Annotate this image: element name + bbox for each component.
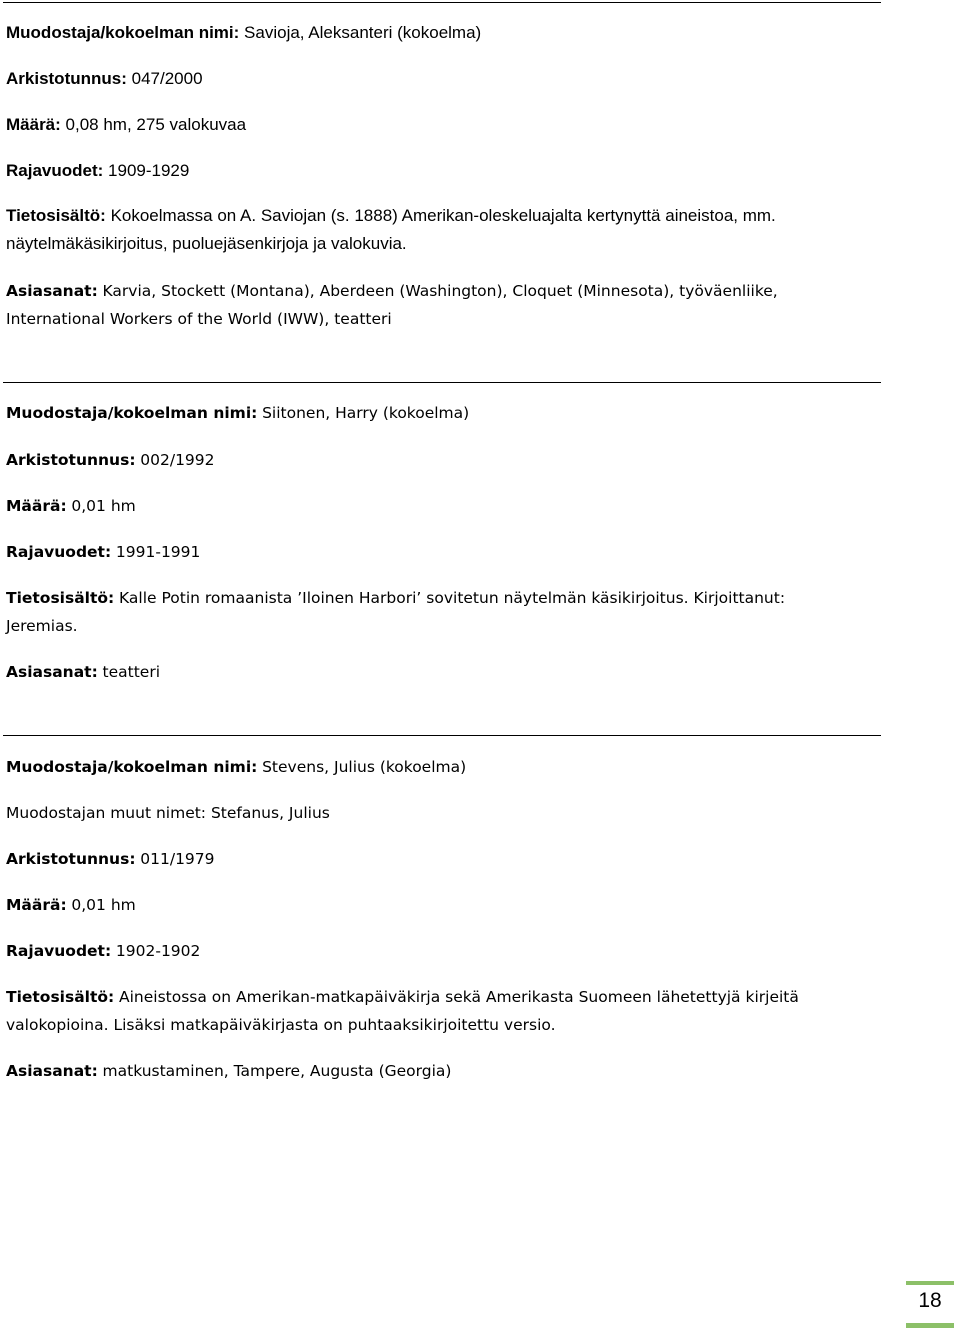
field-value: Stevens, Julius (kokoelma) (262, 758, 467, 776)
record-amount-line (6, 111, 876, 139)
record-years-line (6, 157, 876, 185)
record-content-line (6, 584, 826, 640)
field-label: Tietosisältö: (6, 589, 115, 607)
field-value: Muodostajan muut nimet: Stefanus, Julius (6, 804, 330, 822)
field-value: Kalle Potin romaanista ’Iloinen Harbori’ sovitetun näytelmän käsikirjoitus. Kirjoittanut: Jeremias. (6, 589, 786, 635)
section-divider (3, 735, 881, 736)
record-keywords-line (6, 658, 876, 686)
section-divider (3, 2, 881, 3)
record-years-line (6, 937, 876, 965)
field-value: teatteri (102, 663, 161, 681)
field-value: 0,01 hm (71, 497, 136, 515)
field-value: 002/1992 (140, 451, 215, 469)
record-years-line (6, 538, 876, 566)
field-label: Arkistotunnus: (6, 69, 127, 88)
record-content-line (6, 202, 836, 258)
field-value: Savioja, Aleksanteri (kokoelma) (244, 23, 482, 42)
field-label: Tietosisältö: (6, 988, 115, 1006)
record-content-line (6, 983, 836, 1039)
field-label: Arkistotunnus: (6, 451, 136, 469)
field-label: Muodostaja/kokoelman nimi: (6, 23, 240, 42)
field-label: Asiasanat: (6, 1062, 98, 1080)
field-value: Karvia, Stockett (Montana), Aberdeen (Washington), Cloquet (Minnesota), työväenliike, International Workers of the World (IWW), teatteri (6, 282, 778, 328)
field-value: 1902-1902 (115, 942, 201, 960)
field-value: 0,01 hm (71, 896, 136, 914)
section-divider (3, 382, 881, 383)
record-amount-line (6, 891, 876, 919)
field-label: Muodostaja/kokoelman nimi: (6, 404, 258, 422)
field-value: 1909-1929 (108, 161, 190, 180)
field-label: Rajavuodet: (6, 161, 104, 180)
record-name-line (6, 399, 876, 427)
field-label: Rajavuodet: (6, 543, 112, 561)
field-value: Aineistossa on Amerikan-matkapäiväkirja sekä Amerikasta Suomeen lähetettyjä kirjeitä valokopioina. Lisäksi matkapäiväkirjasta on puhtaaksikirjoitettu versio. (6, 988, 799, 1034)
field-label: Tietosisältö: (6, 206, 106, 225)
record-archive-id-line (6, 446, 876, 474)
field-value: Siitonen, Harry (kokoelma) (262, 404, 470, 422)
field-label: Määrä: (6, 896, 67, 914)
record-archive-id-line (6, 65, 876, 93)
field-label: Määrä: (6, 497, 67, 515)
field-value: 1991-1991 (115, 543, 201, 561)
record-keywords-line (6, 277, 826, 333)
field-label: Asiasanat: (6, 282, 98, 300)
field-label: Asiasanat: (6, 663, 98, 681)
field-value: Kokoelmassa on A. Saviojan (s. 1888) Amerikan-oleskeluajalta kertynyttä aineistoa, mm. näytelmäkäsikirjoitus, puoluejäsenkirjoja ja valokuvia. (6, 206, 776, 253)
field-label: Muodostaja/kokoelman nimi: (6, 758, 258, 776)
page-number-accent-bottom (906, 1323, 954, 1328)
field-label: Arkistotunnus: (6, 850, 136, 868)
record-archive-id-line (6, 845, 876, 873)
record-amount-line (6, 492, 876, 520)
record-name-line (6, 19, 876, 47)
field-value: matkustaminen, Tampere, Augusta (Georgia) (102, 1062, 452, 1080)
field-value: 0,08 hm, 275 valokuvaa (65, 115, 247, 134)
record-other-names-line (6, 799, 876, 827)
field-label: Määrä: (6, 115, 61, 134)
field-value: 047/2000 (131, 69, 203, 88)
record-keywords-line (6, 1057, 876, 1085)
page-number: 18 (918, 1289, 942, 1312)
field-label: Rajavuodet: (6, 942, 112, 960)
field-value: 011/1979 (140, 850, 215, 868)
record-name-line (6, 753, 876, 781)
